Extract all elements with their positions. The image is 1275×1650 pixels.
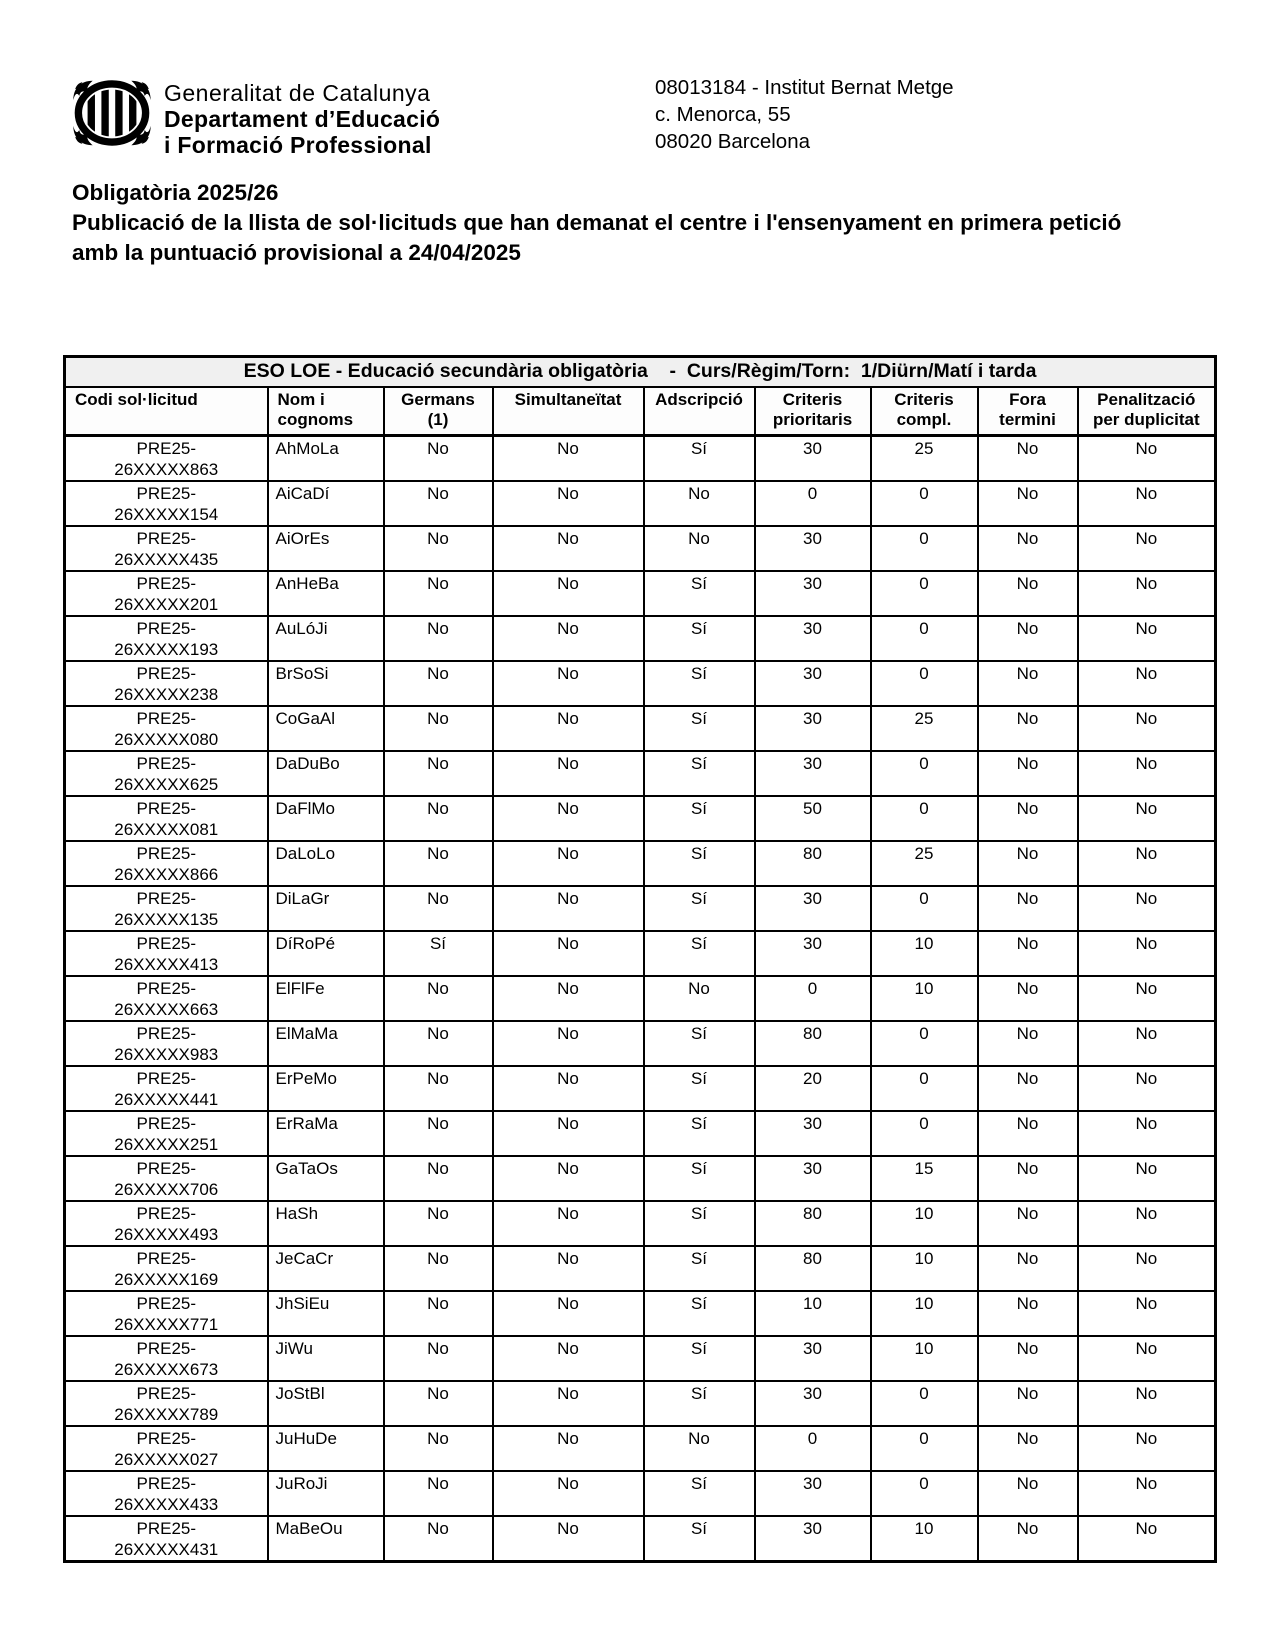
cell-prioritaris: 0: [755, 976, 871, 1021]
cell-adscripcio: Sí: [644, 1516, 755, 1562]
cell-fora: No: [978, 841, 1078, 886]
cell-penalitzacio: No: [1078, 661, 1216, 706]
cell-prioritaris: 30: [755, 751, 871, 796]
column-header-penalitzacio: Penalització per duplicitat: [1078, 387, 1216, 436]
cell-codi: PRE25- 26XXXXX238: [65, 661, 268, 706]
cell-germans: Sí: [384, 931, 493, 976]
cell-prioritaris: 50: [755, 796, 871, 841]
cell-germans: No: [384, 1111, 493, 1156]
cell-germans: No: [384, 481, 493, 526]
cell-germans: No: [384, 706, 493, 751]
cell-germans: No: [384, 616, 493, 661]
application-row: [65, 841, 1216, 886]
cell-compl: 0: [871, 751, 978, 796]
cell-nom: AiOrEs: [268, 526, 384, 571]
brand-text: [164, 78, 440, 158]
cell-penalitzacio: No: [1078, 1156, 1216, 1201]
cell-simultaneitat: No: [493, 1336, 644, 1381]
cell-fora: No: [978, 1111, 1078, 1156]
cell-codi: PRE25- 26XXXXX663: [65, 976, 268, 1021]
cell-compl: 25: [871, 841, 978, 886]
center-street: c. Menorca, 55: [655, 103, 791, 126]
cell-fora: No: [978, 481, 1078, 526]
cell-simultaneitat: No: [493, 1156, 644, 1201]
cell-codi: PRE25- 26XXXXX201: [65, 571, 268, 616]
cell-compl: 0: [871, 796, 978, 841]
cell-codi: PRE25- 26XXXXX027: [65, 1426, 268, 1471]
cell-fora: No: [978, 1021, 1078, 1066]
cell-germans: No: [384, 751, 493, 796]
cell-fora: No: [978, 526, 1078, 571]
cell-nom: JoStBl: [268, 1381, 384, 1426]
cell-penalitzacio: No: [1078, 616, 1216, 661]
cell-penalitzacio: No: [1078, 1246, 1216, 1291]
cell-germans: No: [384, 1156, 493, 1201]
cell-simultaneitat: No: [493, 1291, 644, 1336]
cell-fora: No: [978, 931, 1078, 976]
cell-simultaneitat: No: [493, 1426, 644, 1471]
cell-prioritaris: 30: [755, 1381, 871, 1426]
cell-codi: PRE25- 26XXXXX193: [65, 616, 268, 661]
application-row: [65, 976, 1216, 1021]
applications-table: [63, 355, 1217, 1563]
cell-penalitzacio: No: [1078, 526, 1216, 571]
cell-prioritaris: 30: [755, 661, 871, 706]
generalitat-logo-icon: [70, 78, 154, 148]
cell-penalitzacio: No: [1078, 481, 1216, 526]
application-row: [65, 661, 1216, 706]
cell-prioritaris: 30: [755, 1156, 871, 1201]
cell-fora: No: [978, 436, 1078, 482]
cell-simultaneitat: No: [493, 1516, 644, 1562]
center-city: 08020 Barcelona: [655, 130, 811, 153]
cell-codi: PRE25- 26XXXXX789: [65, 1381, 268, 1426]
cell-compl: 10: [871, 1291, 978, 1336]
column-header-germans: Germans (1): [384, 387, 493, 436]
cell-fora: No: [978, 661, 1078, 706]
cell-germans: No: [384, 1291, 493, 1336]
cell-penalitzacio: No: [1078, 706, 1216, 751]
cell-adscripcio: Sí: [644, 706, 755, 751]
cell-nom: BrSoSi: [268, 661, 384, 706]
cell-simultaneitat: No: [493, 1381, 644, 1426]
cell-nom: JuRoJi: [268, 1471, 384, 1516]
cell-adscripcio: Sí: [644, 1471, 755, 1516]
cell-compl: 0: [871, 1471, 978, 1516]
cell-compl: 10: [871, 1516, 978, 1562]
cell-nom: ElMaMa: [268, 1021, 384, 1066]
cell-codi: PRE25- 26XXXXX431: [65, 1516, 268, 1562]
cell-simultaneitat: No: [493, 751, 644, 796]
table-banner-row: [65, 357, 1216, 388]
cell-codi: PRE25- 26XXXXX771: [65, 1291, 268, 1336]
cell-penalitzacio: No: [1078, 1066, 1216, 1111]
cell-penalitzacio: No: [1078, 1516, 1216, 1562]
cell-germans: No: [384, 1021, 493, 1066]
cell-fora: No: [978, 1066, 1078, 1111]
cell-penalitzacio: No: [1078, 1021, 1216, 1066]
center-address-block: [655, 74, 954, 155]
application-row: [65, 526, 1216, 571]
cell-codi: PRE25- 26XXXXX154: [65, 481, 268, 526]
cell-codi: PRE25- 26XXXXX706: [65, 1156, 268, 1201]
cell-fora: No: [978, 886, 1078, 931]
cell-compl: 0: [871, 1066, 978, 1111]
cell-codi: PRE25- 26XXXXX169: [65, 1246, 268, 1291]
cell-adscripcio: Sí: [644, 841, 755, 886]
cell-adscripcio: No: [644, 1426, 755, 1471]
cell-nom: GaTaOs: [268, 1156, 384, 1201]
application-row: [65, 751, 1216, 796]
cell-simultaneitat: No: [493, 616, 644, 661]
cell-nom: DaDuBo: [268, 751, 384, 796]
cell-compl: 0: [871, 886, 978, 931]
cell-fora: No: [978, 1291, 1078, 1336]
cell-simultaneitat: No: [493, 976, 644, 1021]
cell-simultaneitat: No: [493, 1246, 644, 1291]
cell-germans: No: [384, 1336, 493, 1381]
cell-codi: PRE25- 26XXXXX866: [65, 841, 268, 886]
cell-codi: PRE25- 26XXXXX435: [65, 526, 268, 571]
cell-codi: PRE25- 26XXXXX983: [65, 1021, 268, 1066]
cell-prioritaris: 20: [755, 1066, 871, 1111]
cell-codi: PRE25- 26XXXXX080: [65, 706, 268, 751]
cell-compl: 0: [871, 571, 978, 616]
cell-penalitzacio: No: [1078, 1111, 1216, 1156]
cell-adscripcio: Sí: [644, 796, 755, 841]
cell-fora: No: [978, 1201, 1078, 1246]
application-row: [65, 481, 1216, 526]
cell-compl: 25: [871, 436, 978, 482]
cell-penalitzacio: No: [1078, 1336, 1216, 1381]
title-line-publication: Publicació de la llista de sol·licituds que han demanat el centre i l'ensenyament en primera petició amb la puntuació provisional a 24/04/2025: [72, 210, 1122, 265]
cell-prioritaris: 30: [755, 1111, 871, 1156]
application-row: [65, 1426, 1216, 1471]
cell-nom: JiWu: [268, 1336, 384, 1381]
cell-compl: 0: [871, 1381, 978, 1426]
application-row: [65, 436, 1216, 482]
cell-adscripcio: Sí: [644, 571, 755, 616]
cell-compl: 0: [871, 1021, 978, 1066]
cell-penalitzacio: No: [1078, 436, 1216, 482]
cell-germans: No: [384, 886, 493, 931]
cell-prioritaris: 80: [755, 1021, 871, 1066]
cell-compl: 0: [871, 661, 978, 706]
column-header-simultaneitat: Simultaneïtat: [493, 387, 644, 436]
application-row: [65, 571, 1216, 616]
cell-adscripcio: Sí: [644, 1021, 755, 1066]
cell-prioritaris: 30: [755, 931, 871, 976]
cell-codi: PRE25- 26XXXXX135: [65, 886, 268, 931]
column-header-fora: Fora termini: [978, 387, 1078, 436]
cell-fora: No: [978, 1471, 1078, 1516]
cell-codi: PRE25- 26XXXXX433: [65, 1471, 268, 1516]
application-row: [65, 931, 1216, 976]
cell-adscripcio: Sí: [644, 616, 755, 661]
cell-adscripcio: Sí: [644, 751, 755, 796]
cell-simultaneitat: No: [493, 481, 644, 526]
application-row: [65, 1516, 1216, 1562]
table-header-row: [65, 387, 1216, 436]
cell-compl: 0: [871, 1111, 978, 1156]
cell-fora: No: [978, 796, 1078, 841]
cell-prioritaris: 30: [755, 706, 871, 751]
cell-penalitzacio: No: [1078, 1381, 1216, 1426]
cell-prioritaris: 80: [755, 1246, 871, 1291]
cell-simultaneitat: No: [493, 886, 644, 931]
cell-nom: DíRoPé: [268, 931, 384, 976]
cell-prioritaris: 0: [755, 481, 871, 526]
cell-compl: 10: [871, 931, 978, 976]
brand-department-line2: i Formació Professional: [164, 132, 432, 158]
cell-nom: AnHeBa: [268, 571, 384, 616]
cell-germans: No: [384, 1381, 493, 1426]
cell-penalitzacio: No: [1078, 886, 1216, 931]
application-row: [65, 1066, 1216, 1111]
cell-prioritaris: 30: [755, 571, 871, 616]
cell-codi: PRE25- 26XXXXX493: [65, 1201, 268, 1246]
cell-nom: DaLoLo: [268, 841, 384, 886]
header-brand: [70, 78, 440, 158]
cell-nom: JeCaCr: [268, 1246, 384, 1291]
cell-adscripcio: No: [644, 526, 755, 571]
center-code-name: 08013184 - Institut Bernat Metge: [655, 76, 954, 99]
cell-fora: No: [978, 1246, 1078, 1291]
cell-germans: No: [384, 1246, 493, 1291]
application-row: [65, 1021, 1216, 1066]
column-header-codi: Codi sol·licitud: [65, 387, 268, 436]
cell-fora: No: [978, 1336, 1078, 1381]
cell-compl: 10: [871, 1336, 978, 1381]
cell-nom: AhMoLa: [268, 436, 384, 482]
cell-nom: HaSh: [268, 1201, 384, 1246]
cell-penalitzacio: No: [1078, 1291, 1216, 1336]
cell-germans: No: [384, 1516, 493, 1562]
cell-penalitzacio: No: [1078, 931, 1216, 976]
cell-simultaneitat: No: [493, 1201, 644, 1246]
application-row: [65, 886, 1216, 931]
cell-simultaneitat: No: [493, 841, 644, 886]
cell-prioritaris: 80: [755, 841, 871, 886]
cell-codi: PRE25- 26XXXXX081: [65, 796, 268, 841]
cell-simultaneitat: No: [493, 796, 644, 841]
cell-germans: No: [384, 436, 493, 482]
cell-fora: No: [978, 751, 1078, 796]
cell-adscripcio: Sí: [644, 1111, 755, 1156]
cell-prioritaris: 10: [755, 1291, 871, 1336]
application-row: [65, 1111, 1216, 1156]
cell-adscripcio: Sí: [644, 1066, 755, 1111]
cell-prioritaris: 30: [755, 1471, 871, 1516]
cell-simultaneitat: No: [493, 706, 644, 751]
cell-prioritaris: 30: [755, 1516, 871, 1562]
cell-fora: No: [978, 706, 1078, 751]
brand-org-name: Generalitat de Catalunya: [164, 80, 431, 106]
cell-penalitzacio: No: [1078, 976, 1216, 1021]
cell-codi: PRE25- 26XXXXX413: [65, 931, 268, 976]
cell-nom: MaBeOu: [268, 1516, 384, 1562]
column-header-nom: Nom i cognoms: [268, 387, 384, 436]
cell-adscripcio: Sí: [644, 1291, 755, 1336]
cell-fora: No: [978, 1381, 1078, 1426]
cell-adscripcio: Sí: [644, 661, 755, 706]
cell-germans: No: [384, 661, 493, 706]
cell-simultaneitat: No: [493, 1471, 644, 1516]
cell-nom: AiCaDí: [268, 481, 384, 526]
cell-penalitzacio: No: [1078, 1201, 1216, 1246]
column-header-prioritaris: Criteris prioritaris: [755, 387, 871, 436]
cell-nom: JhSiEu: [268, 1291, 384, 1336]
cell-codi: PRE25- 26XXXXX863: [65, 436, 268, 482]
cell-simultaneitat: No: [493, 1066, 644, 1111]
application-row: [65, 616, 1216, 661]
cell-germans: No: [384, 571, 493, 616]
application-row: [65, 1471, 1216, 1516]
cell-prioritaris: 30: [755, 886, 871, 931]
cell-germans: No: [384, 796, 493, 841]
cell-penalitzacio: No: [1078, 796, 1216, 841]
cell-fora: No: [978, 1156, 1078, 1201]
cell-adscripcio: Sí: [644, 886, 755, 931]
cell-prioritaris: 30: [755, 616, 871, 661]
cell-compl: 0: [871, 1426, 978, 1471]
application-row: [65, 1156, 1216, 1201]
cell-adscripcio: Sí: [644, 1381, 755, 1426]
cell-prioritaris: 30: [755, 1336, 871, 1381]
cell-fora: No: [978, 616, 1078, 661]
cell-germans: No: [384, 841, 493, 886]
cell-simultaneitat: No: [493, 931, 644, 976]
cell-codi: PRE25- 26XXXXX673: [65, 1336, 268, 1381]
cell-adscripcio: Sí: [644, 1156, 755, 1201]
application-row: [65, 796, 1216, 841]
cell-simultaneitat: No: [493, 526, 644, 571]
application-row: [65, 1381, 1216, 1426]
cell-adscripcio: Sí: [644, 436, 755, 482]
cell-fora: No: [978, 1426, 1078, 1471]
cell-germans: No: [384, 1066, 493, 1111]
application-row: [65, 1246, 1216, 1291]
cell-prioritaris: 30: [755, 526, 871, 571]
cell-compl: 10: [871, 976, 978, 1021]
column-header-compl: Criteris compl.: [871, 387, 978, 436]
cell-germans: No: [384, 1201, 493, 1246]
cell-adscripcio: No: [644, 976, 755, 1021]
cell-simultaneitat: No: [493, 436, 644, 482]
cell-codi: PRE25- 26XXXXX251: [65, 1111, 268, 1156]
cell-nom: ErPeMo: [268, 1066, 384, 1111]
cell-germans: No: [384, 526, 493, 571]
cell-nom: DaFlMo: [268, 796, 384, 841]
cell-codi: PRE25- 26XXXXX441: [65, 1066, 268, 1111]
cell-simultaneitat: No: [493, 571, 644, 616]
application-row: [65, 706, 1216, 751]
cell-nom: ElFlFe: [268, 976, 384, 1021]
cell-prioritaris: 80: [755, 1201, 871, 1246]
cell-compl: 10: [871, 1201, 978, 1246]
cell-adscripcio: No: [644, 481, 755, 526]
cell-nom: CoGaAl: [268, 706, 384, 751]
cell-compl: 15: [871, 1156, 978, 1201]
cell-adscripcio: Sí: [644, 931, 755, 976]
document-title: [72, 178, 1147, 268]
cell-codi: PRE25- 26XXXXX625: [65, 751, 268, 796]
cell-penalitzacio: No: [1078, 841, 1216, 886]
application-row: [65, 1336, 1216, 1381]
cell-compl: 10: [871, 1246, 978, 1291]
cell-germans: No: [384, 976, 493, 1021]
cell-compl: 25: [871, 706, 978, 751]
cell-compl: 0: [871, 526, 978, 571]
cell-nom: JuHuDe: [268, 1426, 384, 1471]
cell-fora: No: [978, 571, 1078, 616]
brand-department-line1: Departament d’Educació: [164, 106, 441, 132]
cell-fora: No: [978, 976, 1078, 1021]
cell-simultaneitat: No: [493, 661, 644, 706]
cell-penalitzacio: No: [1078, 1426, 1216, 1471]
cell-germans: No: [384, 1426, 493, 1471]
table-banner: ESO LOE - Educació secundària obligatòria - Curs/Règim/Torn: 1/Diürn/Matí i tarda: [65, 357, 1216, 388]
cell-penalitzacio: No: [1078, 571, 1216, 616]
cell-simultaneitat: No: [493, 1021, 644, 1066]
cell-nom: AuLóJi: [268, 616, 384, 661]
cell-adscripcio: Sí: [644, 1201, 755, 1246]
cell-nom: DiLaGr: [268, 886, 384, 931]
cell-nom: ErRaMa: [268, 1111, 384, 1156]
cell-compl: 0: [871, 481, 978, 526]
cell-germans: No: [384, 1471, 493, 1516]
cell-compl: 0: [871, 616, 978, 661]
cell-penalitzacio: No: [1078, 1471, 1216, 1516]
applications-table-wrap: [63, 355, 1217, 1563]
application-row: [65, 1291, 1216, 1336]
cell-prioritaris: 0: [755, 1426, 871, 1471]
cell-simultaneitat: No: [493, 1111, 644, 1156]
column-header-adscripcio: Adscripció: [644, 387, 755, 436]
cell-prioritaris: 30: [755, 436, 871, 482]
cell-adscripcio: Sí: [644, 1246, 755, 1291]
cell-fora: No: [978, 1516, 1078, 1562]
cell-penalitzacio: No: [1078, 751, 1216, 796]
cell-adscripcio: Sí: [644, 1336, 755, 1381]
application-row: [65, 1201, 1216, 1246]
title-line-course: Obligatòria 2025/26: [72, 180, 279, 205]
